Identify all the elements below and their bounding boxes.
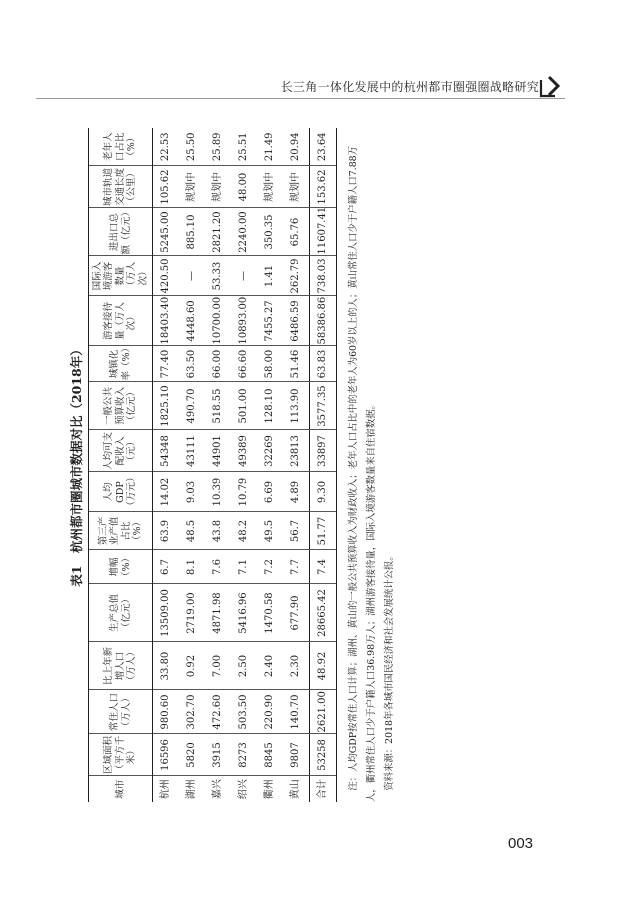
table-cell: 48.5 <box>179 512 205 550</box>
row-city-cell: 嘉兴 <box>212 779 223 800</box>
table-cell: 10893.00 <box>231 296 257 346</box>
column-header: 人均可支配收入（元） <box>89 430 153 472</box>
table-cell: 51.77 <box>310 512 337 550</box>
table-cell: 350.35 <box>257 208 283 256</box>
table-cell: 25.89 <box>205 128 231 166</box>
table-cell: 677.90 <box>283 584 310 642</box>
table-cell: 33.80 <box>153 642 180 690</box>
table-cell: 11607.41 <box>310 208 337 256</box>
table-cell: 2240.00 <box>231 208 257 256</box>
table-cell: 23813 <box>283 430 310 472</box>
table-cell: 153.62 <box>310 166 337 208</box>
table-cell: 503.50 <box>231 690 257 734</box>
table-row <box>257 128 283 802</box>
column-header: 第三产业产值占比（%） <box>89 512 153 550</box>
column-header: 一般公共预算收入（亿元） <box>89 382 153 430</box>
table-cell: 7.2 <box>257 550 283 584</box>
table-cell: 2.40 <box>257 642 283 690</box>
table-cell: 49.5 <box>257 512 283 550</box>
table-row <box>310 128 337 802</box>
table-cell: 1470.58 <box>257 584 283 642</box>
table-cell: 1.41 <box>257 256 283 296</box>
table-cell: 8273 <box>231 734 257 776</box>
rotated-table-block <box>66 128 474 802</box>
column-header: 比上年新增人口（万人） <box>89 642 153 690</box>
table-cell: 4871.98 <box>205 584 231 642</box>
table-cell: 2719.00 <box>179 584 205 642</box>
column-header: 游客接待量（万人次） <box>89 296 153 346</box>
chapter-arrow-icon <box>539 74 561 98</box>
row-city-cell: 合计 <box>310 776 337 802</box>
table-cell: 58386.86 <box>310 296 337 346</box>
table-note: 注：人均GDP按常住人口计算；湖州、黄山的一般公共预算收入为财政收入；老年人口占比中的老年人为60岁以上的人；黄山常住人口少于户籍人口7.88万人，衢州常住人口少于户籍人口36.98万人；湖州游客接待量，国际入境游客数量来自住宿数据。 <box>348 145 377 802</box>
table-cell: 7.1 <box>231 550 257 584</box>
column-header: 区域面积（平方千米） <box>89 734 153 776</box>
row-city-cell: 衢州 <box>264 779 275 800</box>
table-cell: 51.46 <box>283 346 310 382</box>
table-cell: 113.90 <box>283 382 310 430</box>
table-cell: 规划中 <box>179 166 205 208</box>
table-cell: 980.60 <box>153 690 180 734</box>
table-cell: 32269 <box>257 430 283 472</box>
table-title: 表1 杭州都市圈城市数据对比（2018年） <box>69 343 84 587</box>
table-cell: 0.92 <box>179 642 205 690</box>
table-cell: 3577.35 <box>310 382 337 430</box>
table-cell: 43.8 <box>205 512 231 550</box>
table-notes <box>345 128 399 802</box>
table-cell: 20.94 <box>283 128 310 166</box>
table-cell: 21.49 <box>257 128 283 166</box>
table-cell: 48.2 <box>231 512 257 550</box>
table-cell: 1825.10 <box>153 382 180 430</box>
table-cell: 8845 <box>257 734 283 776</box>
table-cell: 3915 <box>205 734 231 776</box>
column-header: 城市 <box>89 776 153 802</box>
table-cell: 262.79 <box>283 256 310 296</box>
table-cell: 25.50 <box>179 128 205 166</box>
table-cell: 5820 <box>179 734 205 776</box>
table-cell: 7.6 <box>205 550 231 584</box>
table-cell: 规划中 <box>257 166 283 208</box>
table-cell: 4448.60 <box>179 296 205 346</box>
table-cell: 9807 <box>283 734 310 776</box>
table-cell: 105.62 <box>153 166 180 208</box>
table-cell: 128.10 <box>257 382 283 430</box>
table-cell: 23.64 <box>310 128 337 166</box>
table-cell: 25.51 <box>231 128 257 166</box>
table-cell: 16596 <box>153 734 180 776</box>
table-cell: 10.79 <box>231 472 257 512</box>
table-cell: 2.50 <box>231 642 257 690</box>
column-header: 增幅（%） <box>89 550 153 584</box>
table-cell: 7455.27 <box>257 296 283 346</box>
table-body <box>153 128 337 802</box>
table-cell: 规划中 <box>205 166 231 208</box>
table-cell: 5416.96 <box>231 584 257 642</box>
table-cell: 472.60 <box>205 690 231 734</box>
row-city-cell: 绍兴 <box>238 779 249 800</box>
column-header: 进出口总额（亿元） <box>89 208 153 256</box>
table-cell: 63.50 <box>179 346 205 382</box>
table-cell: 7.4 <box>310 550 337 584</box>
table-cell: — <box>179 256 205 296</box>
table-row <box>231 128 257 802</box>
table-cell: 58.00 <box>257 346 283 382</box>
table-cell: 8.1 <box>179 550 205 584</box>
table-cell: 43111 <box>179 430 205 472</box>
table-cell: — <box>231 256 257 296</box>
table-cell: 220.90 <box>257 690 283 734</box>
table-cell: 518.55 <box>205 382 231 430</box>
table-cell: 63.83 <box>310 346 337 382</box>
table-cell: 885.10 <box>179 208 205 256</box>
table-header-row <box>89 128 153 802</box>
table-cell: 14.02 <box>153 472 180 512</box>
table-cell: 6.69 <box>257 472 283 512</box>
table-cell: 9.03 <box>179 472 205 512</box>
table-cell: 13509.00 <box>153 584 180 642</box>
table-cell: 302.70 <box>179 690 205 734</box>
row-city-cell: 杭州 <box>160 779 171 800</box>
table-cell: 490.70 <box>179 382 205 430</box>
page-number: 003 <box>508 835 534 852</box>
column-header: 人均GDP（万元） <box>89 472 153 512</box>
table-row <box>179 128 205 802</box>
table-cell: 33897 <box>310 430 337 472</box>
table-cell: 48.00 <box>231 166 257 208</box>
table-row <box>283 128 310 802</box>
table-row <box>153 128 180 802</box>
column-header: 国际入境游客数量（万人次） <box>89 256 153 296</box>
table-row <box>205 128 231 802</box>
table-cell: 420.50 <box>153 256 180 296</box>
table-cell: 2621.00 <box>310 690 337 734</box>
table-cell: 2821.20 <box>205 208 231 256</box>
column-header: 城市轨道交通长度（公里） <box>89 166 153 208</box>
table-cell: 66.00 <box>205 346 231 382</box>
header-rule <box>36 98 565 99</box>
table-cell: 63.9 <box>153 512 180 550</box>
table-cell: 5245.00 <box>153 208 180 256</box>
row-city-cell: 黄山 <box>290 779 301 800</box>
table-cell: 49389 <box>231 430 257 472</box>
column-header: 城镇化率（%） <box>89 346 153 382</box>
table-cell: 7.7 <box>283 550 310 584</box>
table-cell: 501.00 <box>231 382 257 430</box>
table-cell: 53.33 <box>205 256 231 296</box>
table-cell: 6.7 <box>153 550 180 584</box>
table-cell: 44901 <box>205 430 231 472</box>
table-cell: 2.30 <box>283 642 310 690</box>
table-cell: 7.00 <box>205 642 231 690</box>
table-cell: 140.70 <box>283 690 310 734</box>
running-header: 长三角一体化发展中的杭州都市圈强圈战略研究 <box>280 80 539 94</box>
table-cell: 53258 <box>310 734 337 776</box>
table-cell: 28665.42 <box>310 584 337 642</box>
table-cell: 4.89 <box>283 472 310 512</box>
column-header: 生产总值（亿元） <box>89 584 153 642</box>
table-cell: 10700.00 <box>205 296 231 346</box>
table-source: 资料来源：2018年各城市国民经济和社会发展统计公报。 <box>384 551 395 791</box>
table-cell: 56.7 <box>283 512 310 550</box>
table-cell: 48.92 <box>310 642 337 690</box>
table-cell: 18403.40 <box>153 296 180 346</box>
column-header: 老年人口占比（%） <box>89 128 153 166</box>
table-cell: 65.76 <box>283 208 310 256</box>
table-cell: 6486.59 <box>283 296 310 346</box>
table-cell: 22.53 <box>153 128 180 166</box>
table-cell: 54348 <box>153 430 180 472</box>
table-cell: 738.03 <box>310 256 337 296</box>
column-header: 常住人口（万人） <box>89 690 153 734</box>
row-city-cell: 湖州 <box>186 779 197 800</box>
table-cell: 规划中 <box>283 166 310 208</box>
table-cell: 10.39 <box>205 472 231 512</box>
table-cell: 66.60 <box>231 346 257 382</box>
table-cell: 9.30 <box>310 472 337 512</box>
table-cell: 77.40 <box>153 346 180 382</box>
city-data-table <box>88 128 337 802</box>
